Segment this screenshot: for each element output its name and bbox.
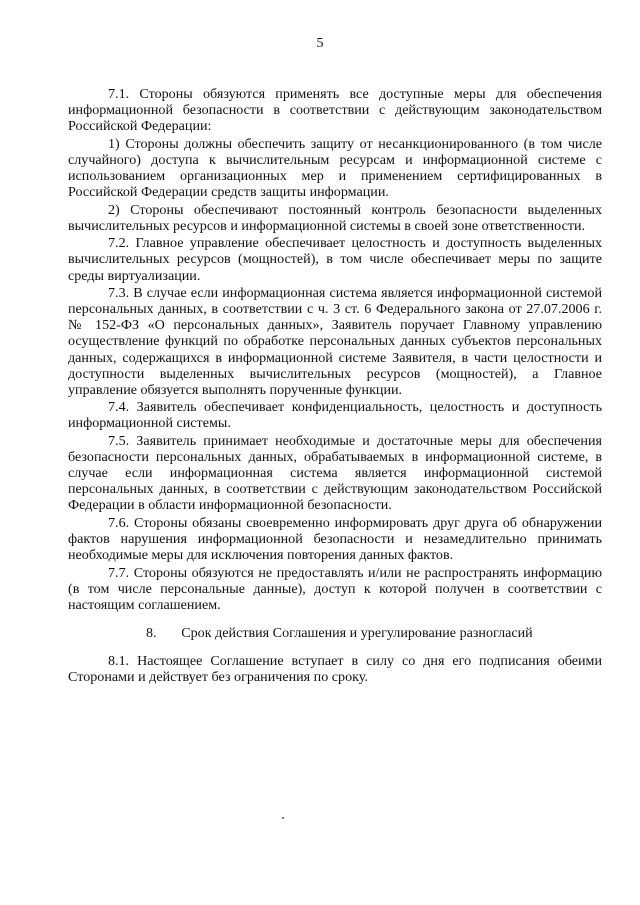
paragraph-7-7: 7.7. Стороны обязуются не предоставлять и/или не распространять информацию (в том числе персональные данные), доступ к которой получен в соответствии с настоящим соглашением.	[68, 564, 602, 613]
page-number: 5	[316, 36, 324, 51]
paragraph-7-1: 7.1. Стороны обязуются применять все доступные меры для обеспечения информационной безопасности в соответствии с действующим законодательством Российской Федерации:	[68, 86, 602, 135]
document-body	[68, 86, 602, 687]
section-8-heading: 8. Срок действия Соглашения и урегулирование разногласий	[146, 625, 533, 641]
paragraph-7-4: 7.4. Заявитель обеспечивает конфиденциальность, целостность и доступность информационной системы.	[68, 399, 602, 432]
paragraph-7-6: 7.6. Стороны обязаны своевременно информировать друг друга об обнаружении фактов нарушения информационной безопасности и незамедлительно принимать необходимые меры для исключения повторения данных фактов.	[68, 514, 602, 564]
paragraph-7-1-item-2: 2) Стороны обеспечивают постоянный контроль безопасности выделенных вычислительных ресурсов и информационной системы в своей зоне ответственности.	[68, 201, 602, 234]
paragraph-7-3: 7.3. В случае если информационная система является информационной системой персональных данных, в соответствии с ч. 3 ст. 6 Федерального закона от 27.07.2006 г. № 152-ФЗ «О персональных данных», Заявитель поручает Главному управлению осуществление функций по обработке персональных данных субъектов персональных данных, содержащихся в информационной системе Заявителя, в части целостности и доступности выделенных вычислительных ресурсов (мощностей), а Главное управление обязуется выполнять порученные функции.	[68, 285, 602, 398]
paragraph-8-1: 8.1. Настоящее Соглашение вступает в силу со дня его подписания обеими Сторонами и действует без ограничения по сроку.	[68, 653, 602, 686]
paragraph-7-1-item-1: 1) Стороны должны обеспечить защиту от несанкционированного (в том числе случайного) доступа к вычислительным ресурсам и информационной системе с использованием организационных мер и применением сертифицированных в Российской Федерации средств защиты информации.	[68, 135, 602, 201]
paragraph-7-5: 7.5. Заявитель принимает необходимые и достаточные меры для обеспечения безопасности персональных данных, обрабатываемых в информационной системе, в случае если информационная система является информационной системой персональных данных, в соответствии с действующим законодательством Российской Федерации в области информационной безопасности.	[68, 432, 602, 514]
paragraph-7-2: 7.2. Главное управление обеспечивает целостность и доступность выделенных вычислительных ресурсов (мощностей), в том числе обеспечивает меры по защите среды виртуализации.	[68, 235, 602, 284]
scan-speck	[282, 817, 284, 819]
